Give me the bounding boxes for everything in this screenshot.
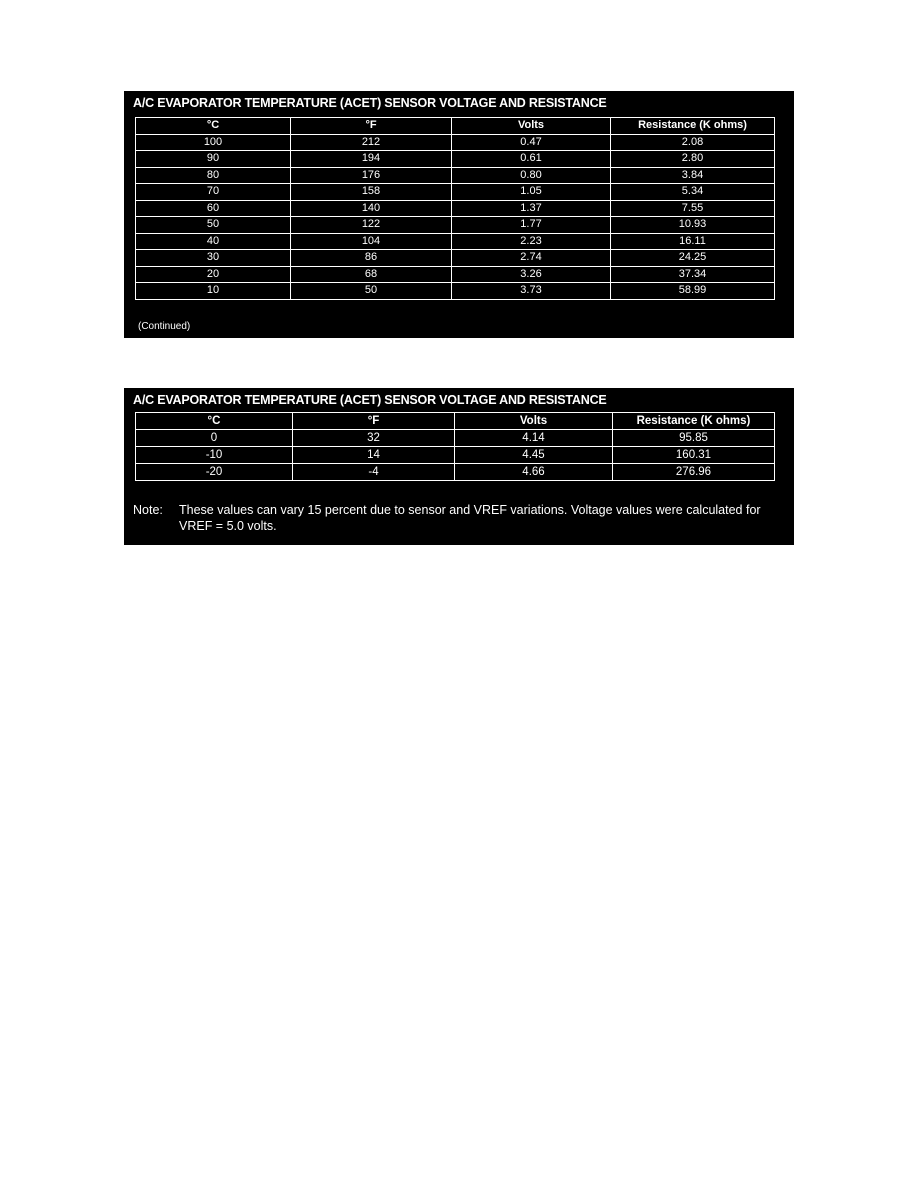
header-resistance: Resistance (K ohms) — [611, 118, 775, 135]
cell-celsius: -10 — [136, 447, 293, 464]
cell-volts: 4.14 — [455, 430, 613, 447]
cell-volts: 0.80 — [452, 167, 611, 184]
cell-celsius: 20 — [136, 266, 291, 283]
cell-celsius: 70 — [136, 184, 291, 201]
table-row — [136, 151, 775, 168]
cell-celsius: 10 — [136, 283, 291, 300]
cell-fahrenheit: 104 — [291, 233, 452, 250]
cell-celsius: 80 — [136, 167, 291, 184]
continued-label: (Continued) — [138, 321, 191, 332]
cell-celsius: 90 — [136, 151, 291, 168]
table-row — [136, 217, 775, 234]
cell-resistance: 2.08 — [611, 134, 775, 151]
table-header-row — [136, 413, 775, 430]
table-row — [136, 283, 775, 300]
cell-fahrenheit: 194 — [291, 151, 452, 168]
cell-resistance: 5.34 — [611, 184, 775, 201]
acet-table-panel-1 — [124, 91, 794, 338]
cell-resistance: 95.85 — [613, 430, 775, 447]
table-row — [136, 233, 775, 250]
cell-resistance: 37.34 — [611, 266, 775, 283]
cell-volts: 3.26 — [452, 266, 611, 283]
cell-resistance: 24.25 — [611, 250, 775, 267]
table-row — [136, 430, 775, 447]
header-volts: Volts — [455, 413, 613, 430]
cell-celsius: 30 — [136, 250, 291, 267]
cell-resistance: 3.84 — [611, 167, 775, 184]
table-row — [136, 266, 775, 283]
cell-volts: 4.45 — [455, 447, 613, 464]
cell-resistance: 16.11 — [611, 233, 775, 250]
header-fahrenheit: °F — [293, 413, 455, 430]
cell-volts: 0.61 — [452, 151, 611, 168]
cell-fahrenheit: 158 — [291, 184, 452, 201]
header-resistance: Resistance (K ohms) — [613, 413, 775, 430]
cell-fahrenheit: 86 — [291, 250, 452, 267]
cell-volts: 1.77 — [452, 217, 611, 234]
table-row — [136, 167, 775, 184]
cell-resistance: 58.99 — [611, 283, 775, 300]
cell-fahrenheit: 14 — [293, 447, 455, 464]
cell-fahrenheit: 68 — [291, 266, 452, 283]
header-celsius: °C — [136, 413, 293, 430]
cell-volts: 1.37 — [452, 200, 611, 217]
table-row — [136, 184, 775, 201]
acet-table-panel-2 — [124, 388, 794, 545]
table-title: A/C EVAPORATOR TEMPERATURE (ACET) SENSOR VOLTAGE AND RESISTANCE — [133, 393, 607, 407]
cell-resistance: 7.55 — [611, 200, 775, 217]
table-row — [136, 250, 775, 267]
table-row — [136, 134, 775, 151]
table-row — [136, 200, 775, 217]
cell-resistance: 276.96 — [613, 464, 775, 481]
cell-fahrenheit: 176 — [291, 167, 452, 184]
table-title: A/C EVAPORATOR TEMPERATURE (ACET) SENSOR VOLTAGE AND RESISTANCE — [133, 96, 607, 110]
cell-volts: 1.05 — [452, 184, 611, 201]
acet-table — [135, 117, 775, 300]
cell-celsius: 50 — [136, 217, 291, 234]
cell-resistance: 2.80 — [611, 151, 775, 168]
table-row — [136, 447, 775, 464]
cell-fahrenheit: 122 — [291, 217, 452, 234]
cell-celsius: -20 — [136, 464, 293, 481]
header-celsius: °C — [136, 118, 291, 135]
cell-celsius: 40 — [136, 233, 291, 250]
cell-fahrenheit: 50 — [291, 283, 452, 300]
cell-volts: 2.74 — [452, 250, 611, 267]
header-volts: Volts — [452, 118, 611, 135]
cell-celsius: 60 — [136, 200, 291, 217]
cell-celsius: 100 — [136, 134, 291, 151]
cell-fahrenheit: 32 — [293, 430, 455, 447]
cell-volts: 4.66 — [455, 464, 613, 481]
cell-resistance: 10.93 — [611, 217, 775, 234]
cell-resistance: 160.31 — [613, 447, 775, 464]
note-text: These values can vary 15 percent due to sensor and VREF variations. Voltage values were calculated for VREF = 5.0 volts. — [179, 503, 761, 533]
table-header-row — [136, 118, 775, 135]
cell-volts: 0.47 — [452, 134, 611, 151]
cell-volts: 3.73 — [452, 283, 611, 300]
cell-volts: 2.23 — [452, 233, 611, 250]
cell-fahrenheit: 212 — [291, 134, 452, 151]
note-label: Note: — [133, 503, 163, 517]
cell-fahrenheit: -4 — [293, 464, 455, 481]
cell-fahrenheit: 140 — [291, 200, 452, 217]
cell-celsius: 0 — [136, 430, 293, 447]
acet-table — [135, 412, 775, 481]
header-fahrenheit: °F — [291, 118, 452, 135]
table-row — [136, 464, 775, 481]
